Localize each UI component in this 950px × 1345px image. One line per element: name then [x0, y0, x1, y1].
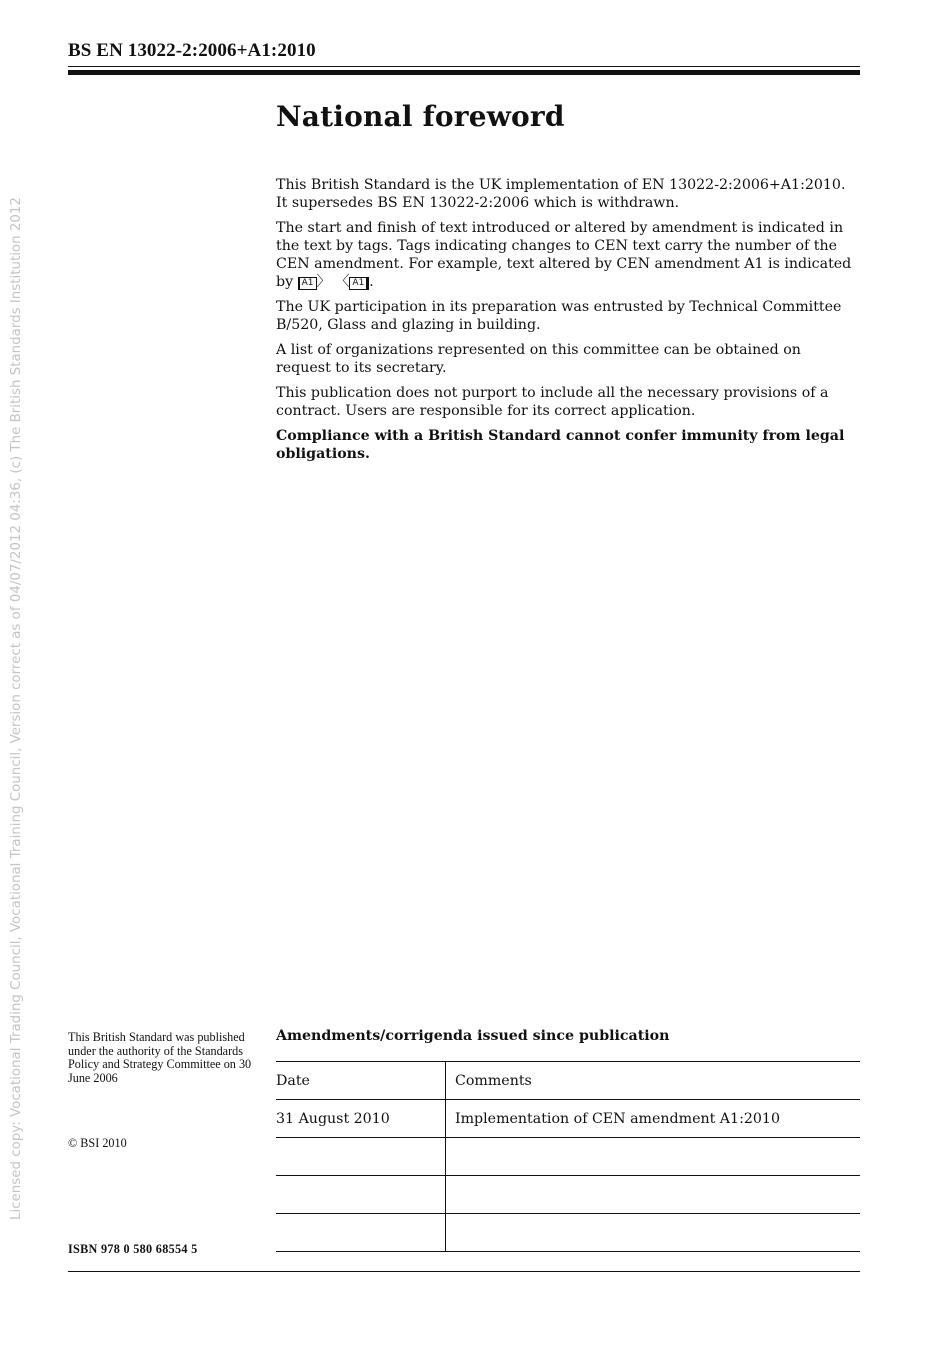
document-reference: BS EN 13022-2:2006+A1:2010	[68, 40, 316, 61]
foreword-paragraph-1: This British Standard is the UK implementation of EN 13022-2:2006+A1:2010. It supersedes BS EN 13022-2:2006 which is withdrawn.	[276, 177, 846, 211]
table-row	[276, 1214, 860, 1252]
header-rule-thin	[68, 66, 860, 67]
table-row	[276, 1100, 860, 1138]
foreword-paragraph-5: This publication does not purport to include all the necessary provisions of a contract. Users are responsible for its correct application.	[276, 385, 829, 419]
copyright-notice: © BSI 2010	[68, 1136, 127, 1150]
foreword-paragraph-2: The start and finish of text introduced or altered by amendment is indicated in the text by tags. Tags indicating changes to CEN text carry the number of the CEN amendment. For example, text altered by CEN amendment A1 is indicated by A1 〉 〈 A1 .	[276, 220, 852, 290]
license-watermark: Licensed copy: Vocational Trading Council, Vocational Training Council, Version correct as of 04/07/2012 04:36, (c) The British Standards Institution 2012	[9, 197, 24, 1220]
amendment-comment-cell	[446, 1176, 861, 1214]
table-row	[276, 1176, 860, 1214]
foreword-body	[276, 176, 860, 470]
foreword-paragraph-2-text: The start and finish of text introduced or altered by amendment is indicated in the text by tags. Tags indicating changes to CEN text carry the number of the CEN amendment. For example, text altered by CEN amendment A1 is indicated by	[276, 220, 852, 290]
date-column-header: Date	[276, 1062, 446, 1100]
comments-column-header: Comments	[446, 1062, 861, 1100]
foreword-paragraph-4: A list of organizations represented on this committee can be obtained on request to its secretary.	[276, 342, 801, 376]
amendment-comment-cell	[446, 1138, 861, 1176]
compliance-statement: Compliance with a British Standard cannot confer immunity from legal obligations.	[276, 428, 845, 462]
table-header-row	[276, 1062, 860, 1100]
footer-rule	[68, 1271, 860, 1272]
table-row	[276, 1138, 860, 1176]
amendment-start-tag-icon: A1	[298, 277, 317, 290]
amendment-date-cell	[276, 1176, 446, 1214]
amendments-table	[276, 1061, 860, 1252]
header-rule-thick	[68, 70, 860, 75]
amendment-date-cell: 31 August 2010	[276, 1100, 446, 1138]
isbn-number: ISBN 978 0 580 68554 5	[68, 1242, 198, 1256]
publication-note: This British Standard was published under the authority of the Standards Policy and Strategy Committee on 30 June 2006	[68, 1030, 252, 1085]
amendment-end-tag-icon: A1	[349, 277, 369, 290]
page-title: National foreword	[276, 100, 565, 133]
amendment-comment-cell	[446, 1214, 861, 1252]
amendments-title: Amendments/corrigenda issued since publication	[276, 1028, 670, 1044]
foreword-paragraph-3: The UK participation in its preparation was entrusted by Technical Committee B/520, Glass and glazing in building.	[276, 299, 842, 333]
foreword-paragraph-2-end: .	[369, 274, 374, 290]
amendment-date-cell	[276, 1214, 446, 1252]
amendment-comment-cell: Implementation of CEN amendment A1:2010	[446, 1100, 861, 1138]
amendment-date-cell	[276, 1138, 446, 1176]
